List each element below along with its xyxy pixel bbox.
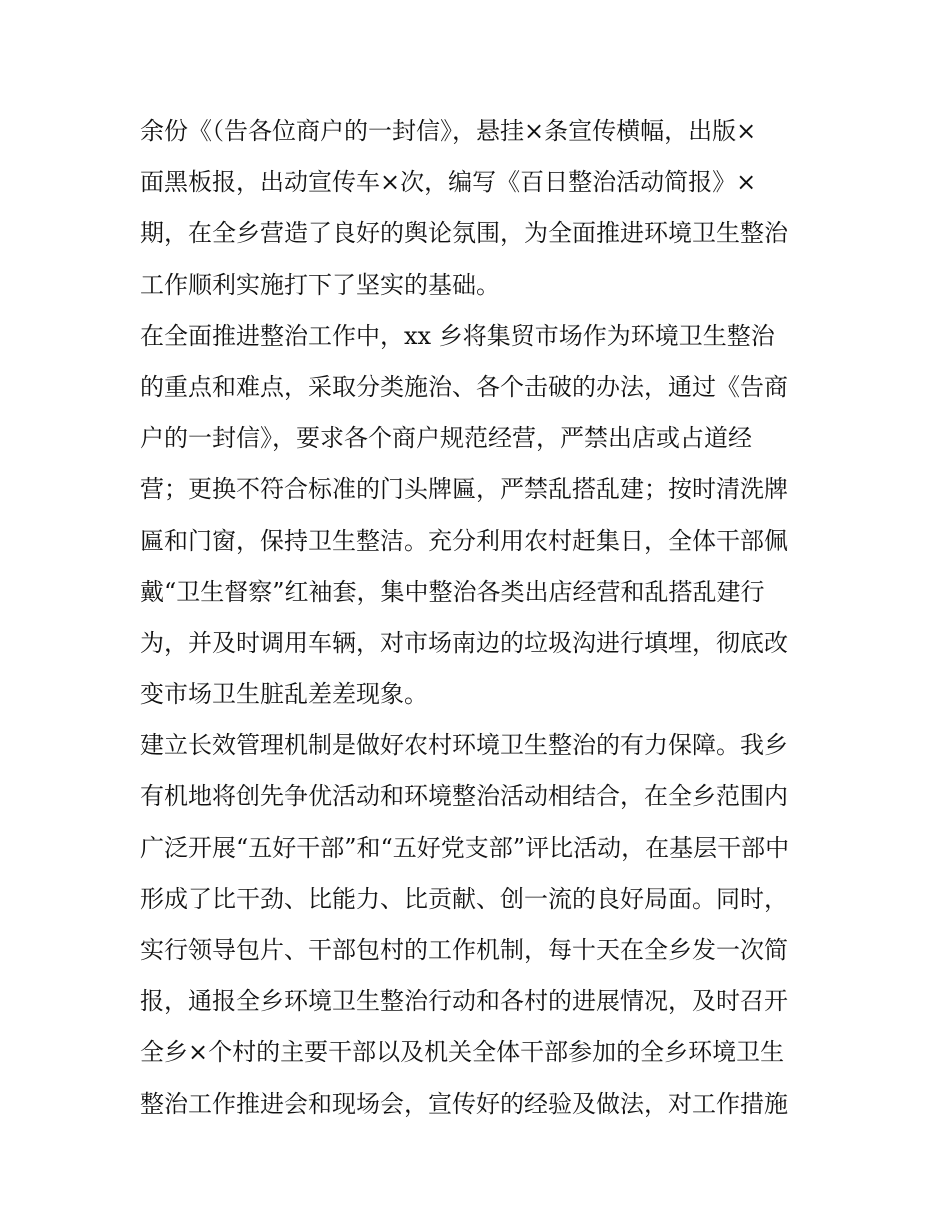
text-line: 报，通报全乡环境卫生整治行动和各村的进展情况，及时召开 xyxy=(140,987,788,1016)
text-line: 户的一封信》，要求各个商户规范经营，严禁出店或占道经 xyxy=(140,424,752,453)
text-line: 余份《（告各位商户的一封信》，悬挂×条宣传横幅，出版× xyxy=(140,117,757,145)
text-line: 匾和门窗，保持卫生整洁。充分利用农村赶集日，全体干部佩 xyxy=(140,526,788,555)
text-line: 的重点和难点，采取分类施治、各个击破的办法，通过《告商 xyxy=(140,372,788,401)
text-line: 期，在全乡营造了良好的舆论氛围，为全面推进环境卫生整治 xyxy=(140,219,788,248)
text-line: 面黑板报，出动宣传车×次，编写《百日整治活动简报》× xyxy=(140,168,757,197)
text-line: 变市场卫生脏乱差差现象。 xyxy=(140,680,428,709)
text-line: 建立长效管理机制是做好农村环境卫生整治的有力保障。我乡 xyxy=(140,731,788,760)
body-text xyxy=(140,106,820,1130)
text-line: 有机地将创先争优活动和环境整治活动相结合，在全乡范围内 xyxy=(140,782,788,811)
text-line: 为，并及时调用车辆，对市场南边的垃圾沟进行填埋，彻底改 xyxy=(140,628,788,657)
text-line: 实行领导包片、干部包村的工作机制，每十天在全乡发一次简 xyxy=(140,936,788,964)
paragraph-publicity xyxy=(140,106,820,311)
text-line: 工作顺利实施打下了坚实的基础。 xyxy=(140,270,500,299)
paragraph-management-mechanism xyxy=(140,720,820,1130)
paragraph-market-rectification xyxy=(140,311,820,721)
text-line: 形成了比干劲、比能力、比贡献、创一流的良好局面。同时， xyxy=(140,884,788,913)
text-line: 营；更换不符合标准的门头牌匾，严禁乱搭乱建；按时清洗牌 xyxy=(140,475,788,504)
text-line: 整治工作推进会和现场会，宣传好的经验及做法，对工作措施 xyxy=(140,1089,788,1118)
text-line: 戴“卫生督察”红袖套，集中整治各类出店经营和乱搭乱建行 xyxy=(140,577,765,606)
text-line: 在全面推进整治工作中，xx 乡将集贸市场作为环境卫生整治 xyxy=(140,321,775,350)
text-line: 广泛开展“五好干部”和“五好党支部”评比活动，在基层干部中 xyxy=(140,833,790,862)
text-line: 全乡×个村的主要干部以及机关全体干部参加的全乡环境卫生 xyxy=(140,1038,785,1067)
